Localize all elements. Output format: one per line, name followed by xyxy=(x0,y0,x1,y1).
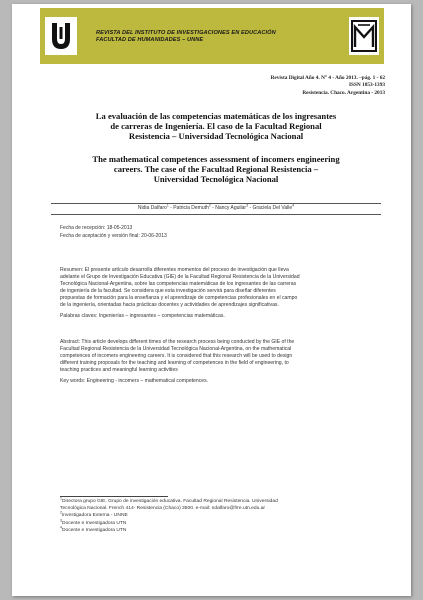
title-english-line: Universidad Tecnológica Nacional xyxy=(153,174,279,185)
dates-block xyxy=(60,224,167,240)
accepted-date: Fecha de aceptación y versión final: 20-06-2013 xyxy=(60,233,167,239)
footnote-text: Directora grupo GIE. Grupo de investigación educativa. Facultad Regional Resistencia. Universidad xyxy=(61,499,278,504)
authors-bottom-rule xyxy=(51,214,381,215)
footnote-text: Investigadora Externa - UNNE xyxy=(61,513,128,519)
author-footnote-mark: 2 xyxy=(208,203,211,208)
footnote-continuation: Tecnológica Nacional. French 414- Resistencia (Chaco) 3500. e-mail: ndalfaro@frre.utn.edu.ar xyxy=(60,506,266,512)
author-separator: - xyxy=(212,205,214,211)
author-separator: - xyxy=(249,205,252,211)
title-spanish-line: La evaluación de las competencias matemáticas de los ingresantes xyxy=(95,111,337,121)
footnotes-block xyxy=(60,498,373,534)
author-name: Nancy Aguilar xyxy=(215,205,247,211)
resumen-line: Resumen: El presente artículo desarrolla diferentes momentos del proceso de investigación que lleva xyxy=(60,267,289,273)
footnote-text: Docente e Investigadora UTN xyxy=(61,520,127,526)
resumen-line: de la ingeniería, orientadas hacia prácticas docentes y actividades de aprendizajes significativas. xyxy=(60,301,279,308)
author-footnote-mark: 3 xyxy=(246,203,249,208)
footnote-mark: 1 xyxy=(60,496,62,501)
footnote-mark: 2 xyxy=(60,510,62,515)
title-spanish-line: Resistencia – Universidad Tecnológica Nacional xyxy=(128,131,304,142)
resumen-line: de ingeniería de la facultad. Se considera que esta investigación servirá para diseñar diferentes xyxy=(60,287,276,294)
document-page xyxy=(12,4,411,596)
title-english-line: careers. The case of the Facultad Regional Resistencia – xyxy=(113,164,319,175)
journal-name: REVISTA DEL INSTITUTO DE INVESTIGACIONES EN EDUCACIÓN xyxy=(96,30,276,36)
title-english xyxy=(52,154,380,185)
footnote-mark: 4 xyxy=(60,525,62,530)
footnote-separator xyxy=(60,496,168,497)
unne-logo-icon xyxy=(45,17,77,55)
issn-line: ISSN 1853-1393 xyxy=(348,82,385,89)
abstract-paragraph xyxy=(60,339,373,374)
footnote-mark: 3 xyxy=(60,517,62,522)
journal-header-banner xyxy=(40,8,384,64)
keywords: Key words: Engineering - incomers – mathematical competences. xyxy=(60,378,209,384)
title-spanish xyxy=(52,111,380,142)
title-spanish-line: de carreras de Ingeniería. El caso de la Facultad Regional xyxy=(110,121,322,132)
author-footnote-mark: 4 xyxy=(292,203,295,208)
footnote xyxy=(60,512,373,519)
footnote xyxy=(60,527,373,534)
abstract-line: competences of incomers engineering careers. It is considered that this research will be used to design xyxy=(60,352,293,359)
author-name: Nidia Dalfaro xyxy=(137,205,167,211)
abstract-line: Abstract: This article develops different times of the research process being conducted by the GIE of the xyxy=(60,339,295,345)
authors-top-rule xyxy=(51,203,381,204)
resumen-line: adelante el Grupo de Investigación Educativa (GIE) de la Facultad Regional Resistencia de la Universidad xyxy=(60,273,300,280)
resumen-line: propuestas de formación para la enseñanza y el aprendizaje de competencias profesionales en el campo xyxy=(60,294,298,301)
location-line: Resistencia. Chaco. Argentina - 2013 xyxy=(302,89,385,96)
journal-info xyxy=(271,75,385,97)
footnote-text: Docente e Investigadora UTN xyxy=(61,527,127,533)
footnote xyxy=(60,517,373,530)
title-english-line: The mathematical competences assessment of incomers engineering xyxy=(92,154,340,164)
author-footnote-mark: 1 xyxy=(166,203,169,208)
resumen-line: Tecnológica Nacional-Argentina, sobre las competencias matemáticas de los ingresantes de las carreras xyxy=(60,280,297,287)
author-name: Graciela Del Valle xyxy=(252,205,293,211)
journal-header-title xyxy=(96,30,276,44)
author-list xyxy=(51,205,381,212)
journal-issue-line: Revista Digital Año 4. N° 4 - Año 2013. –pág. 1 - 62 xyxy=(270,75,385,81)
received-date: Fecha de recepción: 18-05-2013 xyxy=(60,225,133,231)
author-name: Patricia Demuth xyxy=(173,205,209,211)
footnote xyxy=(60,498,373,505)
faculty-name: FACULTAD DE HUMANIDADES – UNNE xyxy=(96,37,204,43)
faculty-logo-icon xyxy=(349,17,379,55)
author-separator: - xyxy=(170,205,172,211)
resumen-paragraph xyxy=(60,267,373,308)
abstract-line: Facultad Regional Resistencia de la Universidad Tecnológica Nacional-Argentina, on the mathematical xyxy=(60,345,292,352)
abstract-line: different training proposals for the teaching and learning of competences in the field of engineering, to xyxy=(60,359,289,366)
abstract-line: teaching practices and meaningful learning activities xyxy=(60,366,178,373)
palabras-clave: Palabras claves: Ingenierías – ingresantes – competencias matemáticas. xyxy=(60,313,225,319)
